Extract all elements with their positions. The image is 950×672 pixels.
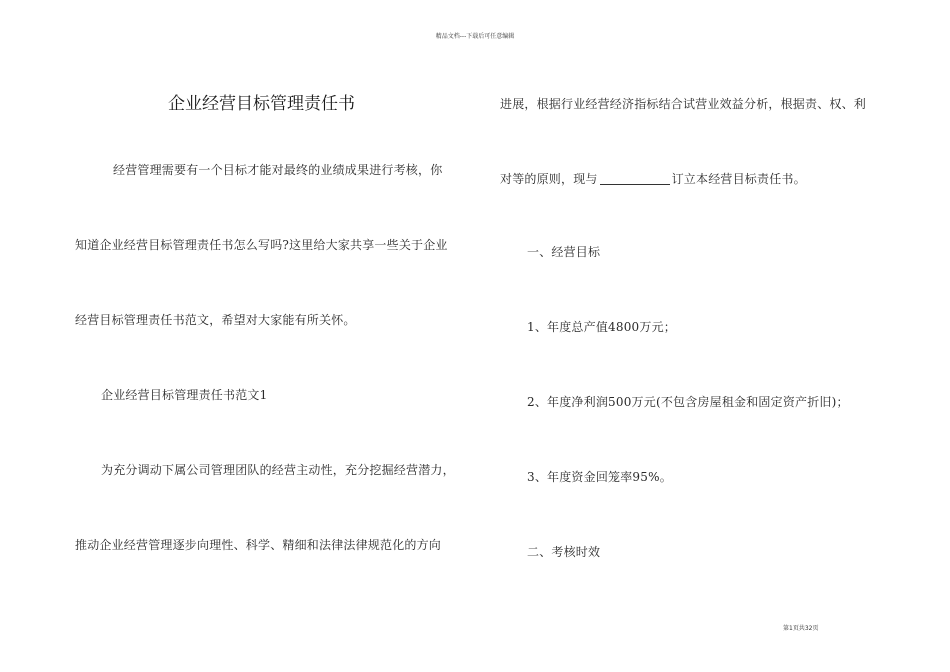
goal-item-2: 2、年度净利润500万元(不包含房屋租金和固定资产折旧)； (527, 395, 849, 409)
left-paragraph-line-2: 知道企业经营目标管理责任书怎么写吗?这里给大家共享一些关于企业 (75, 238, 448, 252)
header-note: 精品文档---下载后可任意编辑 (435, 33, 515, 40)
section-heading-2: 二、考核时效 (527, 545, 601, 559)
goal-item-1: 1、年度总产值4800万元； (527, 320, 676, 334)
right-line-2-after: 订立本经营目标责任书。 (671, 172, 806, 186)
right-line-2-before: 对等的原则，现与 (500, 172, 598, 186)
page-number: 第1页共32页 (783, 625, 819, 632)
section-heading-1: 一、经营目标 (527, 245, 601, 259)
left-subheading: 企业经营目标管理责任书范文1 (101, 388, 268, 402)
fill-in-blank (600, 172, 670, 185)
left-paragraph-line-3: 经营目标管理责任书范文，希望对大家能有所关怀。 (75, 313, 356, 327)
left-paragraph-line-5: 推动企业经营管理逐步向理性、科学、精细和法律法律规范化的方向 (75, 538, 442, 552)
left-paragraph-line-1: 经营管理需要有一个目标才能对最终的业绩成果进行考核，你 (113, 163, 443, 177)
left-paragraph-line-4: 为充分调动下属公司管理团队的经营主动性，充分挖掘经营潜力， (101, 463, 455, 477)
page-title: 企业经营目标管理责任书 (168, 94, 355, 114)
right-paragraph-line-1: 进展，根据行业经营经济指标结合试营业效益分析，根据责、权、利 (500, 97, 867, 111)
goal-item-3: 3、年度资金回笼率95%。 (527, 470, 672, 484)
right-paragraph-line-2 (500, 170, 806, 187)
